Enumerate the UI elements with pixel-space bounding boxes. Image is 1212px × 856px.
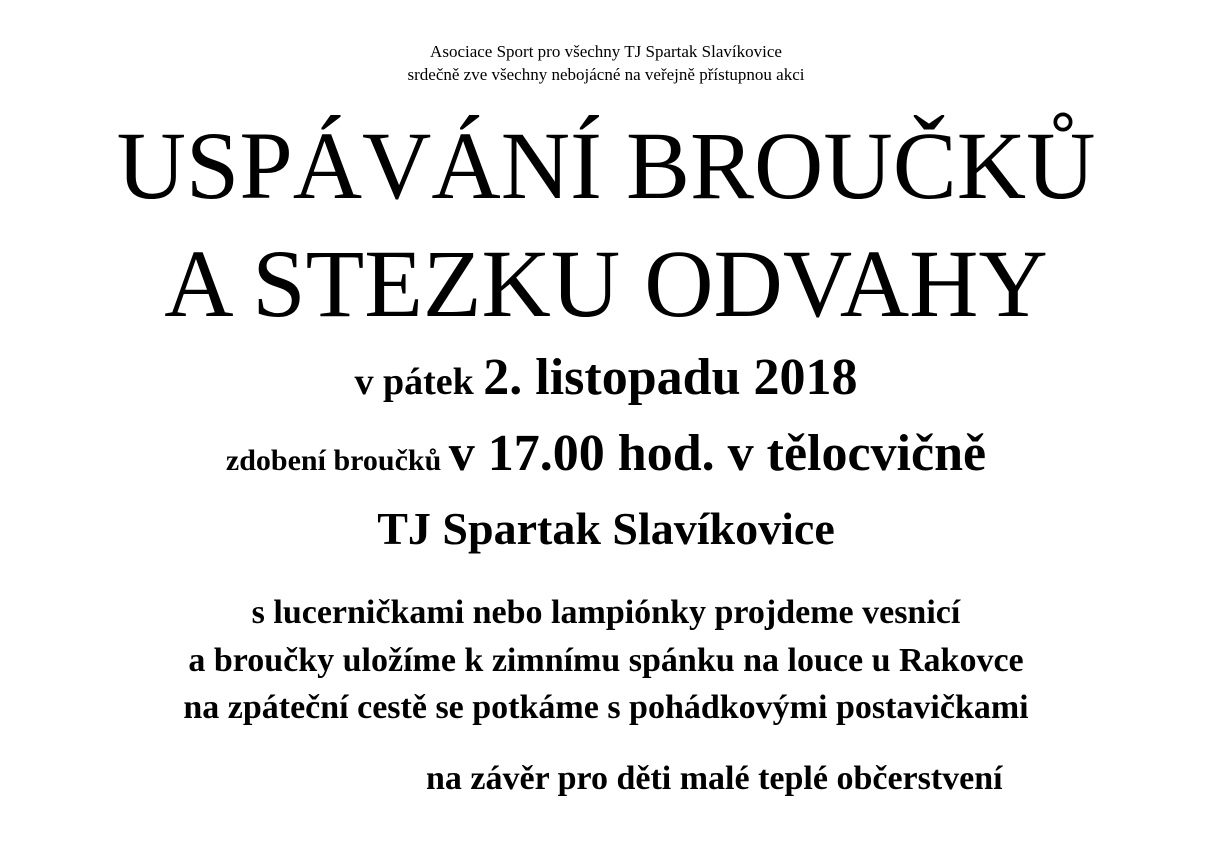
event-time-prefix: zdobení broučků (225, 444, 449, 477)
event-venue: TJ Spartak Slavíkovice (377, 503, 835, 554)
description-line2: a broučky uložíme k zimnímu spánku na louce u Rakovce (188, 642, 1024, 679)
event-title-line2: A STEZKU ODVAHY (164, 230, 1048, 337)
event-date-main: 2. listopadu 2018 (483, 349, 858, 406)
description-line1: s lucerničkami nebo lampiónky projdeme vesnicí (251, 594, 961, 631)
event-title-line1: USPÁVÁNÍ BROUČKŮ (116, 112, 1096, 219)
event-date (0, 349, 1212, 406)
closing-note: na závěr pro děti malé teplé občerstvení (426, 760, 1003, 797)
event-time-main: v 17.00 hod. v tělocvičně (448, 425, 987, 482)
event-date-prefix: v pátek (354, 361, 484, 403)
invitation-line: srdečně zve všechny nebojácné na veřejně přístupnou akci (407, 65, 805, 84)
description-line3: na zpáteční cestě se potkáme s pohádkovými postavičkami (183, 689, 1029, 726)
event-time (0, 425, 1212, 482)
organizer-line: Asociace Sport pro všechny TJ Spartak Slavíkovice (430, 42, 782, 61)
